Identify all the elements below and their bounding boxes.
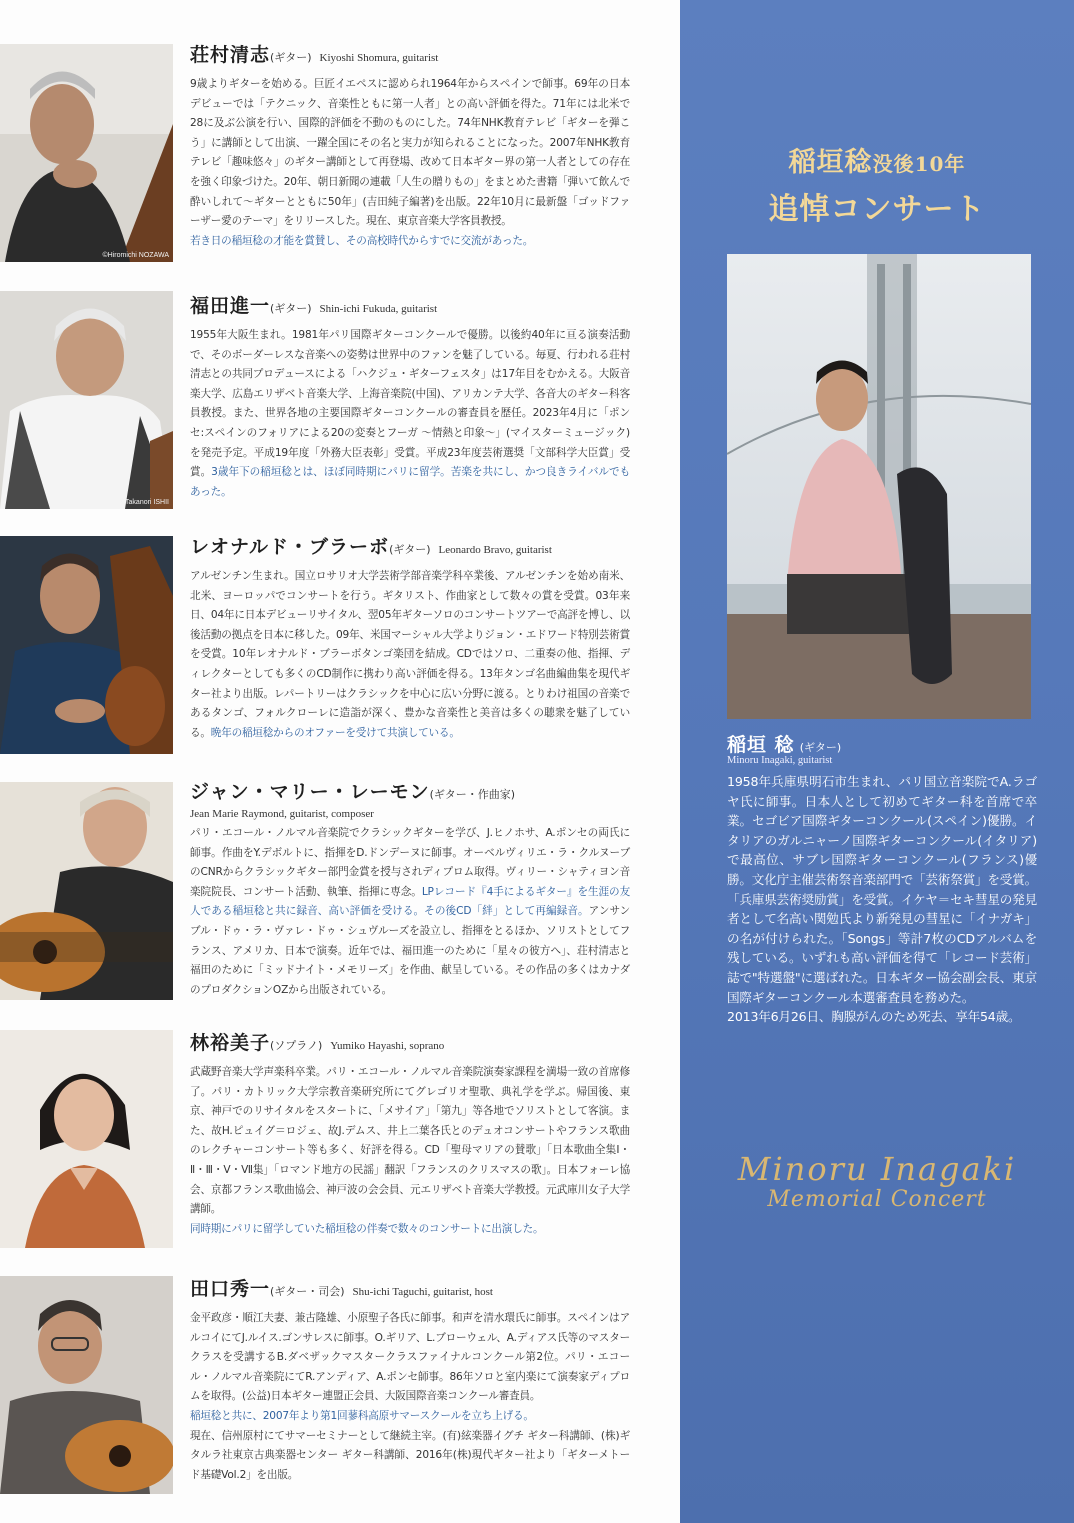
featured-bio <box>727 772 1037 1027</box>
bio-highlight: 晩年の稲垣稔からのオファーを受けて共演している。 <box>210 726 460 739</box>
concert-title <box>680 140 1074 179</box>
bio-body-cont: 現在、信州原村にてサマーセミナーとして継続主宰。(有)絃楽器イグチ ギター科講師、(株)ギタルラ社東京古典楽器センター ギター科講師、2016年(株)現代ギター社より「ギターメトード基礎Vol.2」を出版。 <box>190 1429 630 1481</box>
photo-shomura <box>0 44 173 262</box>
performer-name: レオナルド・ブラーボ <box>190 536 390 558</box>
performer-role: (ギター・司会) <box>270 1285 345 1298</box>
performer-english-name: Yumiko Hayashi, soprano <box>330 1040 445 1052</box>
photo-taguchi <box>0 1276 173 1494</box>
performer-raymond <box>0 776 680 1011</box>
performer-english-name: Kiyoshi Shomura, guitarist <box>319 52 439 64</box>
featured-bio-end: 2013年6月26日、胸腺がんのため死去、享年54歳。 <box>727 1009 1021 1025</box>
bio-text <box>190 1276 630 1485</box>
bio-body: 武蔵野音楽大学声楽科卒業。パリ・エコール・ノルマル音楽院演奏家課程を満場一致の首席修了。パリ・カトリック大学宗教音楽研究所にてグレゴリオ聖歌、典礼学を学ぶ。帰国後、東京、神戸でのリサイタルをスタートに、「メサイア」「第九」等各地でソリストとして客演。また、故H.ピュイグ＝ロジェ、故J.デムス、井上二葉各氏とのデュオコンサートやフランス歌曲のレクチャーコンサート等も多く、好評を得る。CD「聖母マリアの賛歌」「日本歌曲全集Ⅰ・Ⅱ・Ⅲ・Ⅴ・Ⅶ集」「ロマンド地方の民謡」翻訳「フランスのクリスマスの歌」。日本フォーレ協会、京都フランス歌曲協会、神戸波の会会員、元エリザベト音楽大学教授。元武庫川女子大学講師。 <box>190 1066 630 1216</box>
concert-title-name: 稲垣稔 <box>788 147 873 178</box>
performer-role: (ギター) <box>389 543 431 556</box>
photo-inagaki <box>727 254 1031 719</box>
featured-name: 稲垣 稔 <box>727 734 795 756</box>
performer-fukuda <box>0 285 680 510</box>
bio-highlight: 3歳年下の稲垣稔とは、ほぼ同時期にパリに留学。苦楽を共にし、かつ良きライバルでもあった。 <box>190 466 630 498</box>
performer-name: 荘村清志 <box>190 44 271 66</box>
performer-name: 福田進一 <box>190 295 271 317</box>
performer-role: (ギター・作曲家) <box>429 788 516 801</box>
bio-body-cont: アンサンブル・ドゥ・ラ・ヴァレ・ドゥ・シュヴルーズを設立し、指揮をとるほか、ソリストとしてフランス、アメリカ、日本で演奏。近年では、福田進一のために「星々の彼方へ」、荘村清志と福田のために「ミッドナイト・メモリーズ」を作曲、献呈している。その作品の多くはカナダのプロダクションOZから出版されている。 <box>190 905 630 996</box>
bio-body: 9歳よりギターを始める。巨匠イエペスに認められ1964年からスペインで師事。69年の日本デビューでは「テクニック、音楽性ともに第一人者」との高い評価を得た。71年には北米で28に及ぶ公演を行い、国際的評価を不動のものにした。74年NHK教育テレビ「ギターを弾こう」に講師として出演、一躍全国にその名と実力が知られることになった。2007年NHK教育テレビ「趣味悠々」のギター講師として再登場、改めて日本ギター界の第一人者としての存在を強く印象づけた。20年、朝日新聞の連載「人生の贈りもの」をまとめた書籍「弾いて飲んで酔いしれて〜ギターとともに50年」(吉田純子編著)を出版。22年10月に最新盤「ゴッドファーザー愛のテーマ」をリリースした。現在、東京音楽大学客員教授。 <box>190 78 630 228</box>
performer-role: (ギター) <box>270 51 312 64</box>
performer-shomura <box>0 36 680 266</box>
performer-role: (ソプラノ) <box>270 1039 323 1052</box>
photo-raymond <box>0 782 173 1000</box>
performer-hayashi <box>0 1024 680 1249</box>
performer-english-name: Jean Marie Raymond, guitarist, composer <box>190 808 374 820</box>
bio-highlight: 同時期にパリに留学していた稲垣稔の伴奏で数々のコンサートに出演した。 <box>190 1222 544 1235</box>
bio-highlight: 稲垣稔と共に、2007年より第1回蓼科高原サマースクールを立ち上げる。 <box>190 1409 534 1422</box>
bio-highlight: LPレコード『4手によるギター』を生涯の友人である稲垣稔と共に録音、高い評価を受ける。その後CD「絆」として再編録音。 <box>190 885 630 918</box>
bio-text <box>190 42 630 251</box>
bio-text <box>190 293 630 502</box>
concert-title-sub: 没後10年 <box>872 152 966 176</box>
featured-role: (ギター) <box>799 741 842 754</box>
performer-taguchi <box>0 1270 680 1510</box>
featured-english-name: Minoru Inagaki, guitarist <box>727 755 833 766</box>
performer-name: 林裕美子 <box>190 1032 271 1054</box>
bio-body: アルゼンチン生まれ。国立ロサリオ大学芸術学部音楽学科卒業後、アルゼンチンを始め南米、北米、ヨーロッパでコンサートを行う。ギタリスト、作曲家として数々の賞を受賞。03年来日、04年に日本デビューリサイタル、翌05年ギターソロのコンサートツアーで高評を博し、以後活動の拠点を日本に移した。09年、米国マーシャル大学よりジョン・エドワード特別芸術賞を受賞。10年レオナルド・ブラーボタンゴ楽団を結成。CDではソロ、二重奏の他、指揮、ディレクターとしても多くのCD制作に携わり高い評価を得る。13年タンゴ名曲編曲集を現代ギター社より出版。レパートリーはクラシックを中心に広い分野に渡る。とりわけ祖国の音楽であるタンゴ、フォルクローレに造詣が深く、豊かな音楽性と美音は多くの聴衆を魅了している。 <box>190 570 630 739</box>
concert-title-line2: 追悼コンサート <box>768 192 986 227</box>
bio-body: パリ・エコール・ノルマル音楽院でクラシックギターを学び、J.ヒノホサ、A.ポンセの両氏に師事。作曲をY.デボルトに、指揮をD.ドンデーヌに師事。オーベルヴィリエ・ラ・クルヌーブのCNRからクラシックギター部門金賞を授与されディプロム取得。ヴィリー・シャティヨン音楽院院長、コンサート活動、執筆、指揮に専念。 <box>190 827 630 898</box>
bio-text <box>190 534 630 743</box>
photo-fukuda <box>0 291 173 509</box>
featured-header <box>727 730 841 757</box>
performer-english-name: Shin-ichi Fukuda, guitarist <box>319 303 438 315</box>
performer-english-name: Shu-ichi Taguchi, guitarist, host <box>352 1286 493 1298</box>
featured-bio-body: 1958年兵庫県明石市生まれ、パリ国立音楽院でA.ラゴヤ氏に師事。日本人として初めてギター科を首席で卒業。セゴビア国際ギターコンクール(スペイン)優勝。イタリアのガルニャーノ国際ギターコンクール(イタリア)で最高位、サブレ国際ギターコンクール(フランス)優勝。文化庁主催芸術祭音楽部門で「芸術祭賞」を受賞。「兵庫県芸術奨励賞」を受賞。イケヤ＝セキ彗星の発見者として名高い関勉氏より新発見の彗星に「イナガキ」の名が付けられた。「Songs」等計7枚のCDアルバムを残している。いずれも高い評価を得て「レコード芸術」誌で"特選盤"に選ばれた。日本ギター協会副会長、東京国際ギターコンクール本選審査員を務めた。 <box>727 774 1037 1005</box>
performer-name: 田口秀一 <box>190 1278 271 1300</box>
bio-highlight: 若き日の稲垣稔の才能を賞賛し、その高校時代からすでに交流があった。 <box>190 234 534 247</box>
performer-role: (ギター) <box>270 302 312 315</box>
bio-text <box>190 779 630 1000</box>
photo-hayashi <box>0 1030 173 1248</box>
performer-bravo <box>0 530 680 755</box>
bio-body: 1955年大阪生まれ。1981年パリ国際ギターコンクールで優勝。以後約40年に亘る演奏活動で、そのボーダーレスな音楽への姿勢は世界中のファンを魅了している。毎夏、行われる荘村清志との共同プロデュースによる「ハクジュ・ギターフェスタ」は17年目をむかえる。大阪音楽大学、広島エリザベト音楽大学、上海音楽院(中国)、アリカンテ大学、各音大のギター科客員教授。また、世界各地の主要国際ギターコンクールの審査員を歴任。2023年4月に「ポンセ:スペインのフォリアによる20の変奏とフーガ 〜情熱と印象〜」(マイスターミュージック)を発売予定。平成19年度「外務大臣表彰」受賞。平成23年度芸術選奨「文部科学大臣賞」受賞。 <box>190 329 630 479</box>
photo-bravo <box>0 536 173 754</box>
bio-text <box>190 1030 630 1239</box>
photo-credit: ©Hiromichi NOZAWA <box>102 252 169 259</box>
photo-credit: ©Takanori ISHII <box>119 499 169 506</box>
bio-body: 金平政彦・順江夫妻、兼古隆雄、小原聖子各氏に師事。和声を清水環氏に師事。スペインはアルコイにてJ.ルイス.ゴンサレスに師事。O.ギリア、L.ブローウェル、A.ディアス氏等のマスタークラスを受講するB.ダベザックマスタークラスファイナルコンクール第2位。パリ・エコール・ノルマル音楽院にてR.アンディア、A.ポンセ師事。86年ソロと室内楽にて演奏家ディプロムを取得。(公益)日本ギター連盟正会員、大阪国際音楽コンクール審査員。 <box>190 1312 630 1403</box>
memorial-script-name: Minoru Inagaki <box>737 1150 1017 1188</box>
performer-name: ジャン・マリー・レーモン <box>190 781 430 803</box>
performer-english-name: Leonardo Bravo, guitarist <box>438 544 552 556</box>
memorial-script-concert: Memorial Concert <box>767 1187 987 1212</box>
